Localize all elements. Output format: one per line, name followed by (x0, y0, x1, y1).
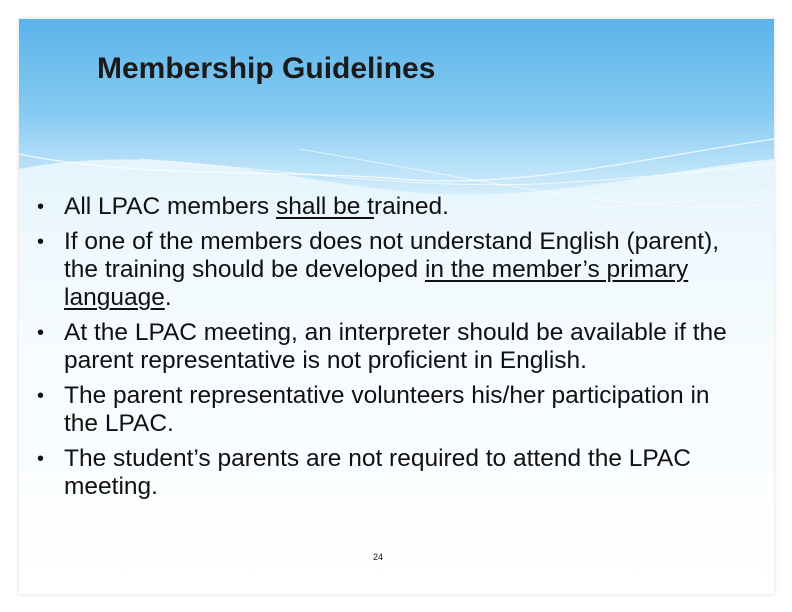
bullet-item (37, 445, 737, 501)
bullet-text: . (164, 284, 172, 311)
bullet-glyph: • (37, 231, 45, 253)
slide-number: 24 (373, 552, 384, 562)
bullet-glyph: • (37, 196, 45, 218)
bullet-item (37, 319, 737, 375)
underlined-text: shall be t (275, 193, 374, 220)
bullet-item (37, 382, 737, 438)
slide-title: Membership Guidelines (97, 52, 436, 85)
bullet-text: All LPAC members (64, 193, 276, 220)
underlined-text: in the member’s primary language (64, 256, 689, 311)
bullet-text: At the LPAC meeting, an interpreter should be available if the parent representative is not proficient in English. (64, 319, 727, 374)
bullet-item (37, 193, 737, 221)
bullet-glyph: • (37, 322, 45, 344)
bullet-list (37, 193, 737, 508)
bullet-text: If one of the members does not understand English (parent), the training should be developed (64, 228, 720, 283)
bullet-glyph: • (37, 385, 45, 407)
bullet-text: The parent representative volunteers his/her participation in the LPAC. (64, 382, 710, 437)
bullet-text: rained. (374, 193, 449, 220)
bullet-item (37, 228, 737, 312)
bullet-text: The student’s parents are not required to attend the LPAC meeting. (64, 445, 691, 500)
bullet-glyph: • (37, 448, 45, 470)
